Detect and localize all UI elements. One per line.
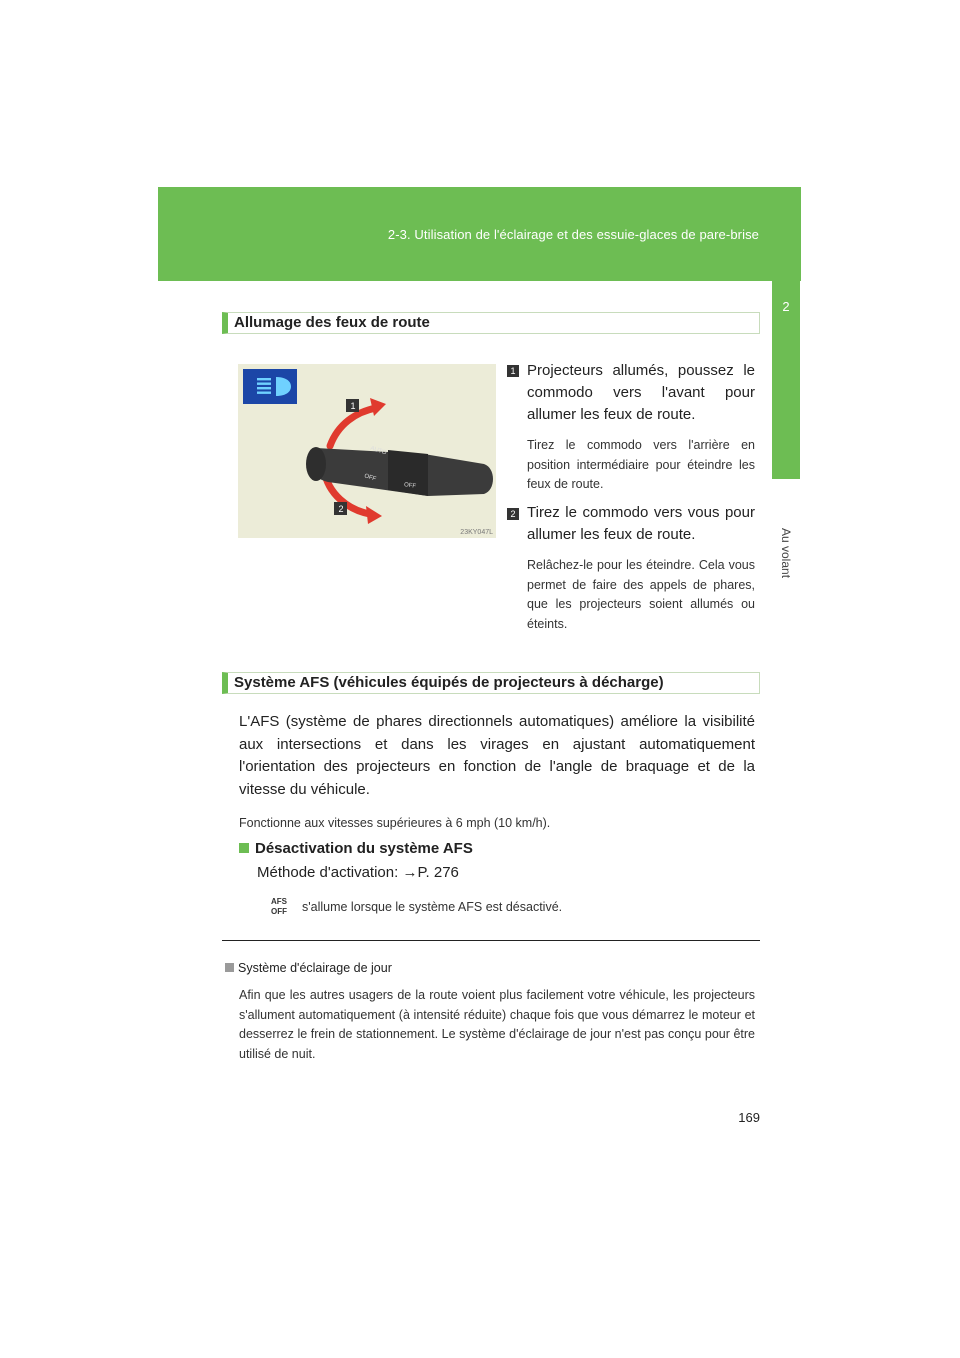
chapter-title: 2-3. Utilisation de l'éclairage et des essuie-glaces de pare-brise	[387, 227, 759, 242]
afs-speed-note: Fonctionne aux vitesses supérieures à 6 mph (10 km/h).	[239, 816, 551, 830]
section-heading-high-beam: Allumage des feux de route	[222, 312, 760, 334]
chapter-label-text: Au volant	[779, 528, 793, 579]
step-1-note: Tirez le commodo vers l'arrière en position intermédiaire pour éteindre les feux de route.	[527, 438, 755, 491]
afs-description: L'AFS (système de phares directionnels automatiques) améliore la visibilité aux intersections et dans les virages en ajustant automatiquement l'orientation des projecteurs en fonction de l'angle de braquage et de la vitesse du véhicule.	[239, 713, 755, 798]
section-heading-afs: Système AFS (véhicules équipés de projecteurs à décharge)	[222, 672, 760, 694]
step-2-note: Relâchez-le pour les éteindre. Cela vous permet de faire des appels de phares, que les projecteurs soient allumés ou éteints.	[527, 558, 755, 631]
afs-icon-top: AFS	[271, 897, 287, 906]
gray-square-icon	[225, 963, 234, 972]
figure-marker-2: 2	[338, 504, 344, 514]
step-badge-2: 2	[507, 508, 519, 520]
page-number: 169	[738, 1110, 760, 1125]
lever-label-off-2: OFF	[403, 482, 417, 490]
afs-deactivation-heading-text: Désactivation du système AFS	[255, 840, 473, 857]
step-1-text: Projecteurs allumés, poussez le commodo vers l'avant pour allumer les feux de route.	[527, 362, 755, 423]
afs-icon-note: s'allume lorsque le système AFS est désactivé.	[302, 900, 563, 914]
footnote-body: Afin que les autres usagers de la route voient plus facilement votre véhicule, les projecteurs s'allument automatiquement (à intensité réduite) chaque fois que vous démarrez le moteur et desserrez le frein de stationnement. Le système d'éclairage de jour n'est pas conçu pour être utilisé de nuit.	[239, 988, 755, 1061]
afs-method-reference: Méthode d'activation: →P. 276	[257, 864, 459, 881]
afs-deactivation-heading	[239, 840, 473, 857]
figure-marker-1: 1	[350, 401, 356, 411]
lever-label-off-1: OFF	[363, 473, 377, 483]
footnote-heading-text: Système d'éclairage de jour	[238, 961, 392, 975]
lever-label-auto: AUTO	[369, 445, 388, 457]
chapter-number: 2	[782, 299, 790, 314]
chapter-tab-label	[772, 528, 800, 608]
figure-code: 23KY047L	[460, 529, 493, 536]
footnote-heading	[225, 961, 392, 975]
afs-off-indicator-icon	[266, 897, 292, 919]
step-2-text: Tirez le commodo vers vous pour allumer les feux de route.	[527, 504, 755, 543]
lever-illustration	[238, 364, 496, 538]
step-badge-1: 1	[507, 365, 519, 377]
afs-icon-bottom: OFF	[271, 907, 287, 916]
green-square-icon	[239, 843, 249, 853]
header-band	[158, 187, 801, 281]
headlight-lever-figure	[238, 364, 496, 538]
divider-rule	[222, 940, 760, 941]
chapter-tab	[772, 281, 800, 479]
